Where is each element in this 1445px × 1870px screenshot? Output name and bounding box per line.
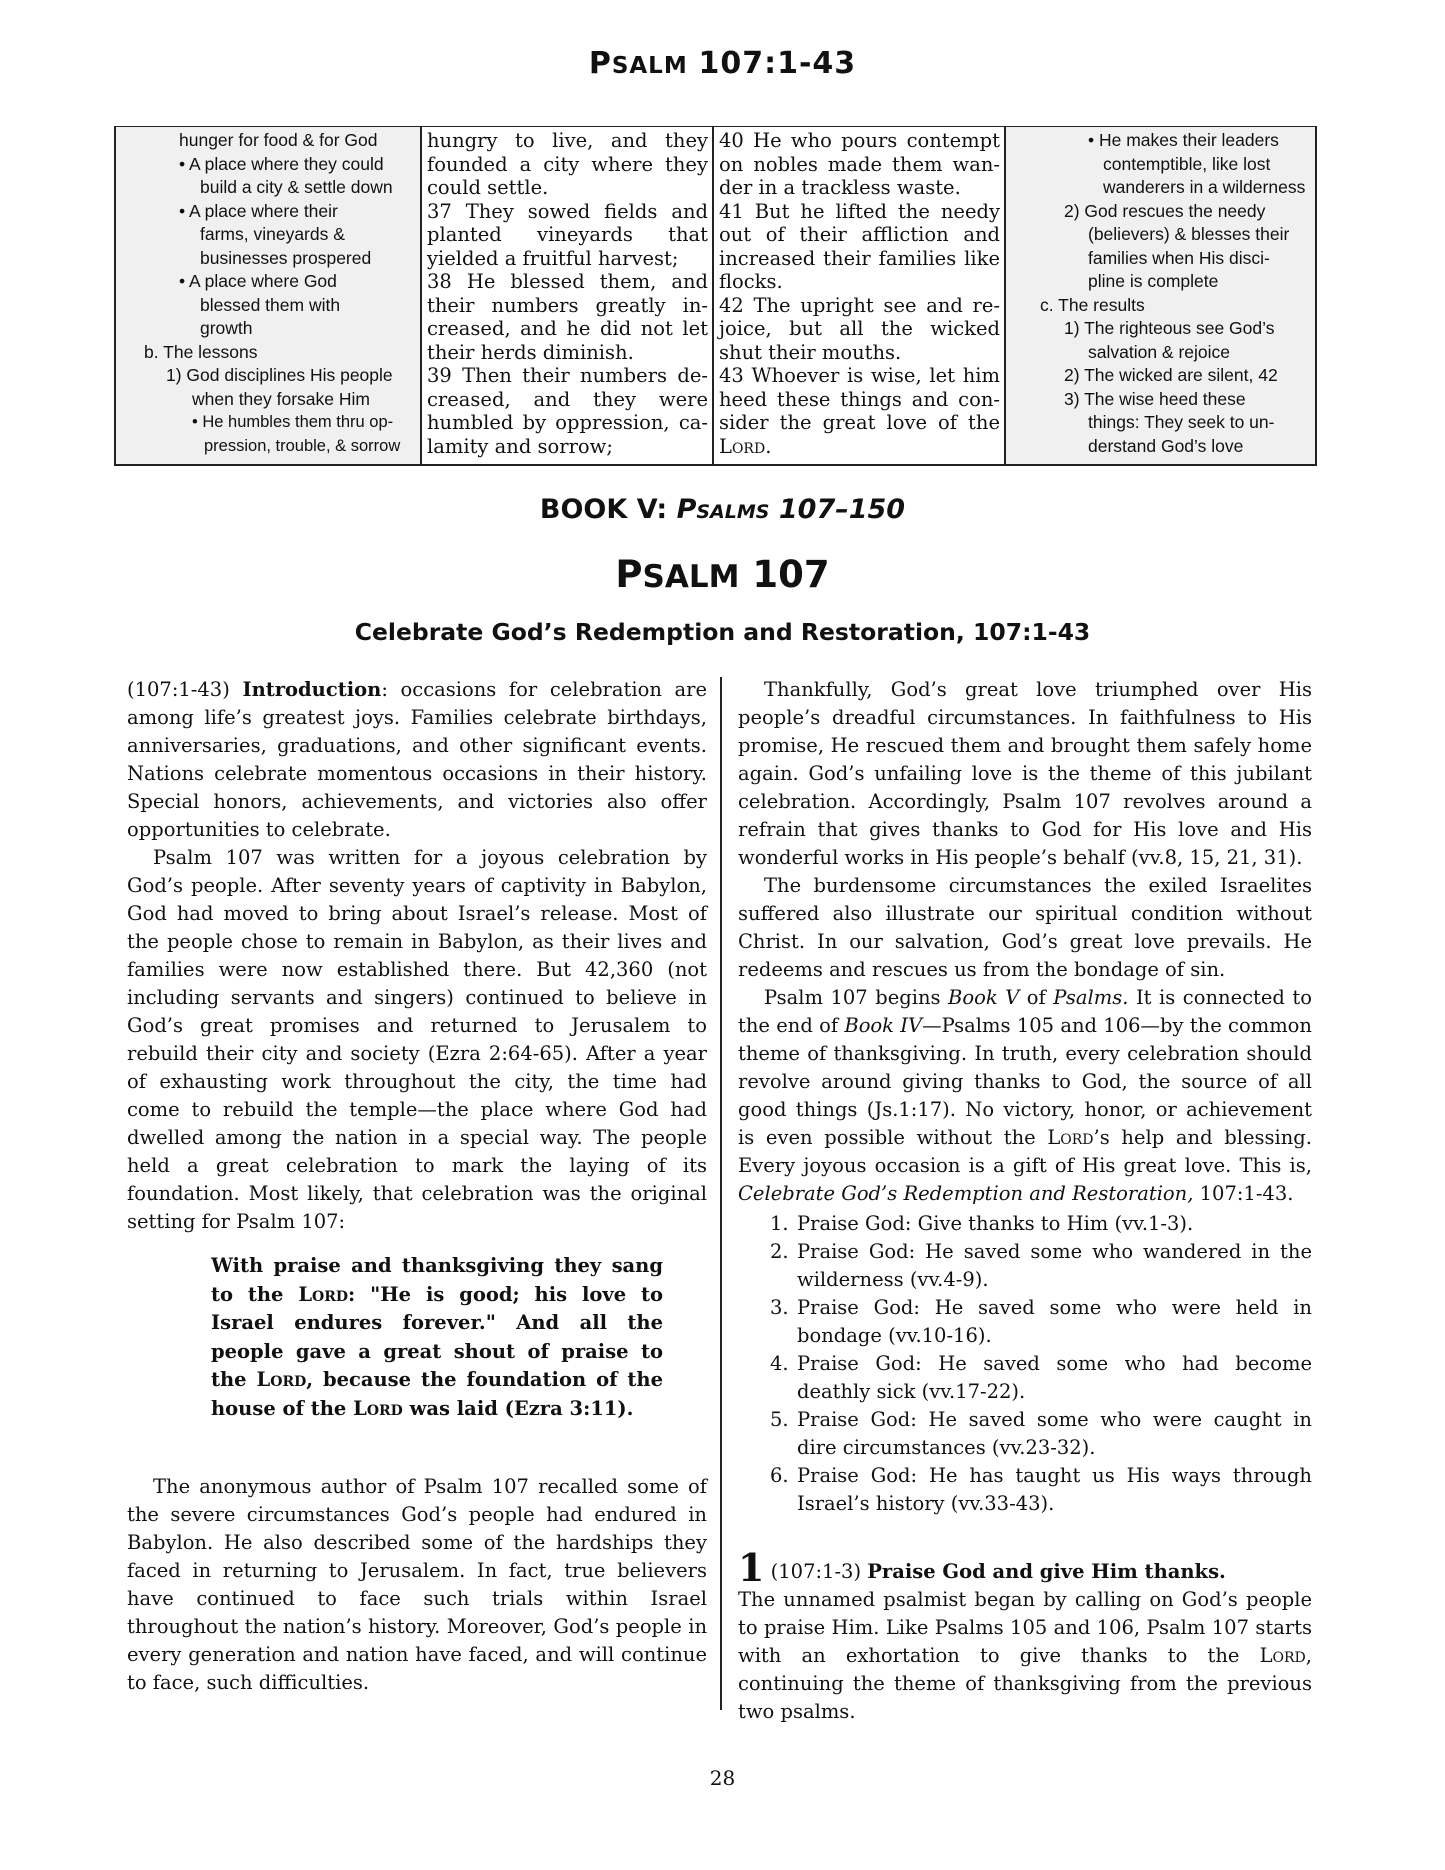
scripture-line: 39 Then their numbers de-	[427, 364, 708, 387]
column-divider	[720, 677, 722, 1710]
section-subtitle: Celebrate God’s Redemption and Restoration, 107:1-43	[354, 618, 1091, 646]
outline-column-3	[714, 127, 1006, 464]
point-heading: 1 (107:1-3) Praise God and give Him thanks.	[738, 1545, 1226, 1590]
outline-line: blessed them with	[200, 294, 341, 315]
scripture-line: yielded a fruitful harvest;	[427, 246, 679, 270]
scripture-line: 42 The upright see and re-	[719, 293, 1000, 317]
scripture-line: joice, but all the wicked	[719, 317, 1000, 340]
scripture-line: creased, and he did not let	[427, 317, 708, 340]
body-paragraph: The anonymous author of Psalm 107 recalled some of the severe circumstances God’s people had endured in Babylon. He also described some of the hardships they faced in returning to Jerusalem. In fact, true believers have continued to face such trials within Israel throughout the nation’s history. Moreover, God’s people in every generation and nation have faced, and will continue to face, such difficulties.	[127, 1475, 707, 1694]
body-paragraph: Thankfully, God’s great love triumphed over His people’s dreadful circumstances. In faithfulness to His promise, He rescued them and brought them safely home again. God’s unfailing love is the theme of this jubilant celebration. Accordingly, Psalm 107 revolves around a refrain that gives thanks to God for His love and His wonderful works in His people’s behalf (vv.8, 15, 21, 31).	[738, 678, 1312, 869]
scripture-line: shut their mouths.	[719, 340, 902, 364]
outline-line: (believers) & blesses their	[1088, 224, 1290, 244]
scripture-line: 37 They sowed fields and	[427, 199, 708, 223]
scripture-line: 41 But he lifted the needy	[719, 199, 1000, 223]
outline-line: derstand God’s love	[1088, 435, 1244, 456]
outline-line: when they forsake Him	[192, 388, 370, 409]
outline-line: build a city & settle down	[200, 177, 393, 197]
outline-line: salvation & rejoice	[1088, 341, 1231, 362]
scripture-line: Lord.	[719, 434, 772, 458]
scripture-line: their numbers greatly in-	[427, 293, 708, 317]
scripture-line: could settle.	[427, 176, 549, 199]
list-item: 2. Praise God: He saved some who wandered in the wilderness (vv.4-9).	[770, 1240, 1312, 1291]
scripture-line: out of their affliction and	[719, 223, 1000, 246]
list-item: 4. Praise God: He saved some who had become deathly sick (vv.17-22).	[770, 1352, 1312, 1403]
scripture-line: sider the great love of the	[719, 411, 1000, 434]
body-paragraph: The burdensome circumstances the exiled Israelites suffered also illustrate our spiritual condition without Christ. In our salvation, God’s great love prevails. He redeems and rescues us from the bondage of sin.	[738, 874, 1312, 981]
outline-line: b. The lessons	[144, 341, 258, 362]
body-paragraph: The unnamed psalmist began by calling on God’s people to praise Him. Like Psalms 105 and 106, Psalm 107 starts with an exhortation to give thanks to the Lord, continuing the theme of thanksgiving from the previous two psalms.	[738, 1588, 1312, 1723]
block-quote: With praise and thanksgiving they sang to the Lord: "He is good; his love to Israel endures forever." And all the people gave a great shout of praise to the Lord, because the foundation of the house of the Lord was laid (Ezra 3:11).	[211, 1254, 663, 1420]
outline-line: 1) God disciplines His people	[166, 365, 393, 385]
intro-paragraph: (107:1-43) Introduction: occasions for celebration are among life’s greatest joys. Families celebrate birthdays, anniversaries, graduations, and other significant events. Nations celebrate momentous occasions in their history. Special honors, achievements, and victories also offer opportunities to celebrate.	[127, 678, 707, 841]
outline-line: businesses prospered	[200, 247, 372, 268]
outline-line: • A place where they could	[179, 153, 384, 174]
outline-line: • A place where their	[179, 200, 338, 221]
outline-line: pline is complete	[1088, 271, 1219, 291]
scripture-line: 38 He blessed them, and	[427, 270, 708, 293]
left-column	[127, 676, 707, 1697]
scripture-line: heed these things and con-	[719, 387, 1000, 411]
spacer	[127, 1423, 707, 1473]
outline-column-4	[1006, 127, 1315, 464]
psalm-title: PSALM 107	[615, 553, 830, 596]
outline-line: 2) The wicked are silent, 42	[1064, 365, 1278, 385]
body-paragraph: Psalm 107 was written for a joyous celebration by God’s people. After seventy years of captivity in Babylon, God had moved to bring about Israel’s release. Most of the people chose to remain in Babylon, as their lives and families were now established there. But 42,360 (not including servants and singers) continued to believe in God’s great promises and returned to Jerusalem to rebuild their city and society (Ezra 2:64-65). After a year of exhausting work throughout the city, the time had come to rebuild the temple—the place where God had dwelled among the nation in a special way. The people held a great celebration to mark the laying of its foundation. Most likely, that celebration was the original setting for Psalm 107:	[127, 846, 707, 1233]
outline-table	[114, 126, 1317, 466]
outline-list	[770, 1210, 1312, 1518]
scripture-line: humbled by oppression, ca-	[427, 411, 708, 434]
book-title: BOOK V: Psalms 107–150	[539, 494, 906, 525]
scripture-line: increased their families like	[719, 246, 1000, 270]
outline-line: farms, vineyards &	[200, 224, 345, 244]
outline-line: wanderers in a wilderness	[1103, 177, 1306, 197]
scripture-line: creased, and they were	[427, 387, 708, 411]
outline-line: 1) The righteous see God’s	[1064, 318, 1275, 338]
outline-line: • He makes their leaders	[1088, 130, 1279, 150]
list-item: 3. Praise God: He saved some who were held in bondage (vv.10-16).	[770, 1296, 1312, 1347]
outline-line: things: They seek to un-	[1088, 412, 1275, 432]
outline-line: • A place where God	[179, 271, 337, 291]
running-header: PSALM 107:1-43	[588, 46, 857, 81]
page-number: 28	[709, 1766, 736, 1790]
scripture-line: their herds diminish.	[427, 340, 634, 364]
outline-line: contemptible, like lost	[1103, 153, 1271, 174]
outline-line: hunger for food & for God	[179, 130, 378, 150]
list-item: 6. Praise God: He has taught us His ways through Israel’s history (vv.33-43).	[770, 1464, 1312, 1515]
outline-column-2	[422, 127, 714, 464]
outline-line: pression, trouble, & sorrow	[204, 436, 401, 455]
outline-line: 3) The wise heed these	[1064, 388, 1246, 409]
body-paragraph: Psalm 107 begins Book V of Psalms. It is connected to the end of Book IV—Psalms 105 and 106—by the common theme of thanksgiving. In truth, every celebration should revolve around giving thanks to God, the source of all good things (Js.1:17). No victory, honor, or achievement is even possible without the Lord’s help and blessing. Every joyous occasion is a gift of His great love. This is, Celebrate God’s Redemption and Restoration, 107:1-43.	[738, 986, 1312, 1205]
outline-line: 2) God rescues the needy	[1064, 200, 1266, 221]
scripture-line: planted vineyards that	[427, 223, 708, 246]
scripture-line: founded a city where they	[427, 152, 708, 176]
scripture-line: 40 He who pours contempt	[719, 129, 1000, 152]
outline-line: families when His disci-	[1088, 247, 1270, 268]
scripture-line: 43 Whoever is wise, let him	[719, 364, 1000, 387]
list-item: 1. Praise God: Give thanks to Him (vv.1-3).	[770, 1212, 1194, 1235]
scripture-line: lamity and sorrow;	[427, 434, 613, 458]
outline-line: growth	[200, 318, 253, 338]
outline-line: c. The results	[1040, 294, 1145, 315]
outline-column-1	[116, 127, 422, 464]
scripture-line: hungry to live, and they	[427, 129, 708, 152]
list-item: 5. Praise God: He saved some who were caught in dire circumstances (vv.23-32).	[770, 1408, 1312, 1459]
scripture-line: der in a trackless waste.	[719, 176, 961, 199]
scripture-line: on nobles made them wan-	[719, 152, 1000, 176]
right-column	[738, 676, 1312, 1726]
scripture-line: flocks.	[719, 270, 783, 293]
outline-line: • He humbles them thru op-	[192, 413, 394, 431]
